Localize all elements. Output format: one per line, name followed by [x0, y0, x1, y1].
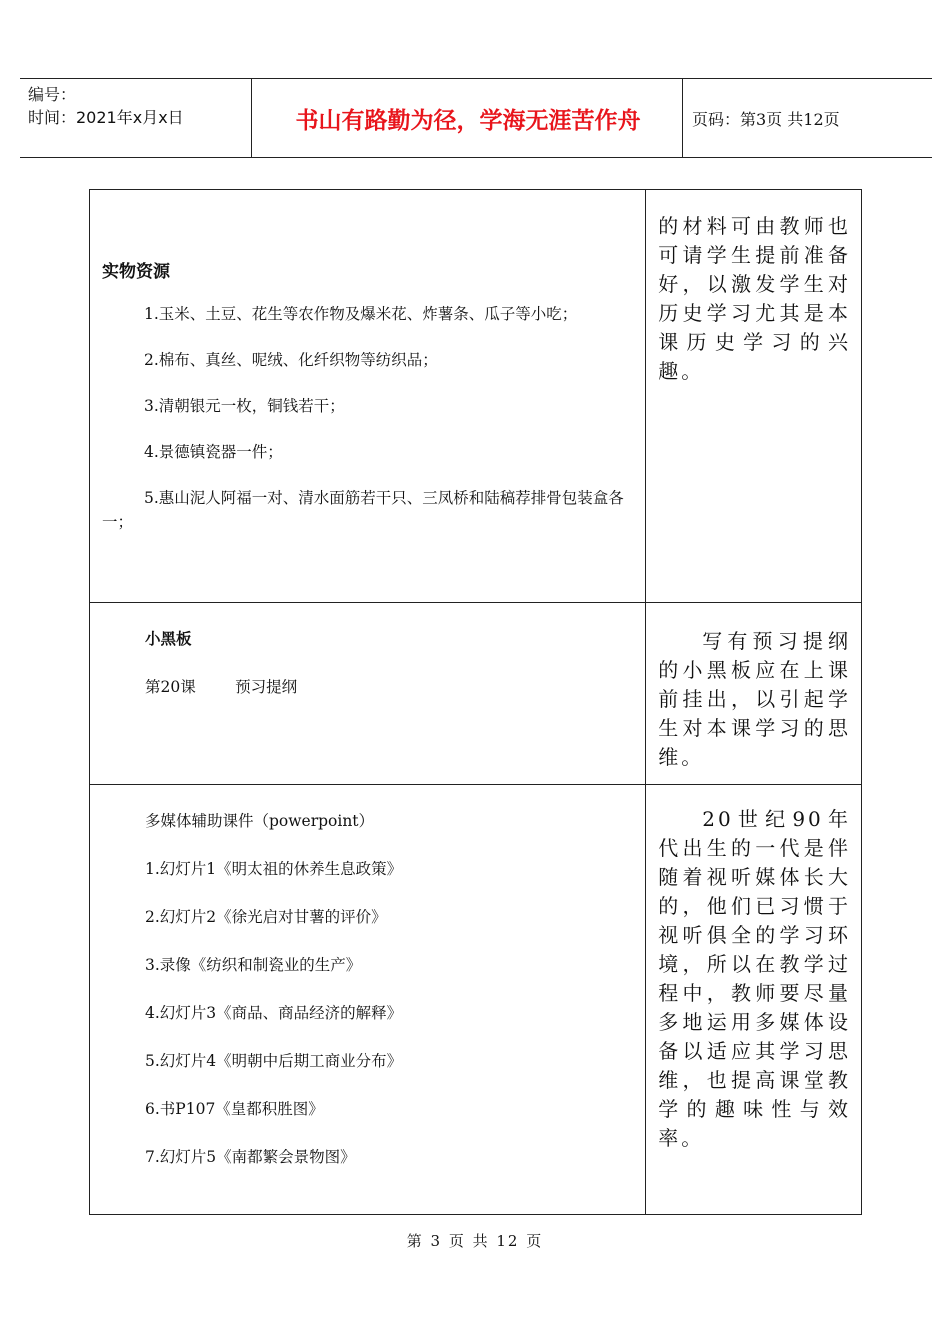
time-label: 时间：2021年x月x日: [28, 108, 184, 127]
section-title: 多媒体辅助课件（powerpoint）: [145, 812, 375, 830]
list-item: 1.玉米、土豆、花生等农作物及爆米花、炸薯条、瓜子等小吃；: [144, 305, 578, 323]
table-row: [90, 190, 862, 603]
resource-cell: [90, 190, 646, 603]
table-row: [90, 603, 862, 785]
note-cell: [646, 603, 862, 785]
table-row: [90, 785, 862, 1215]
list-item: 3.清朝银元一枚，铜钱若干；: [144, 397, 345, 415]
resource-cell: [90, 603, 646, 785]
header-motto: 书山有路勤为径，学海无涯苦作舟: [295, 107, 641, 134]
header-divider: [682, 79, 683, 157]
list-item: 7.幻灯片5《南都繁会景物图》: [145, 1148, 356, 1166]
header-page-code: 页码：第3页 共12页: [692, 109, 840, 129]
resource-cell: [90, 785, 646, 1215]
header-meta: [28, 83, 184, 129]
list-item: 6.书P107《皇都积胜图》: [145, 1100, 324, 1118]
list-item: 第20课 预习提纲: [145, 678, 298, 696]
section-title: 小黑板: [145, 629, 192, 648]
list-item: 2.幻灯片2《徐光启对甘薯的评价》: [145, 908, 387, 926]
resource-table: [89, 189, 862, 1215]
list-item: 4.景德镇瓷器一件；: [144, 443, 283, 461]
note-text: 20世纪90年代出生的一代是伴随着视听媒体长大的，他们已习惯于视听俱全的学习环境，所以在教学过程中，教师要尽量多地运用多媒体设备以适应其学习思维，也提高课堂教学的趣味性与效率。: [658, 807, 851, 1150]
list-item: 2.棉布、真丝、呢绒、化纤织物等纺织品；: [144, 351, 438, 369]
section-title: 实物资源: [102, 262, 170, 282]
list-item: 4.幻灯片3《商品、商品经济的解释》: [145, 1004, 403, 1022]
note-text: 的材料可由教师也可请学生提前准备好，以激发学生对历史学习尤其是本课历史学习的兴趣。: [658, 214, 851, 383]
list-item: 1.幻灯片1《明太祖的休养生息政策》: [145, 860, 403, 878]
note-text: 写有预习提纲的小黑板应在上课前挂出，以引起学生对本课学习的思维。: [658, 629, 851, 769]
page-footer: 第 3 页 共 12 页: [406, 1232, 544, 1250]
number-label: 编号：: [28, 85, 77, 104]
note-cell: [646, 190, 862, 603]
note-cell: [646, 785, 862, 1215]
list-item: 5.惠山泥人阿福一对、清水面筋若干只、三凤桥和陆稿荐排骨包装盒各一；: [102, 489, 624, 531]
list-item: 3.录像《纺织和制瓷业的生产》: [145, 956, 362, 974]
page-header: [20, 78, 932, 158]
list-item: 5.幻灯片4《明朝中后期工商业分布》: [145, 1052, 403, 1070]
